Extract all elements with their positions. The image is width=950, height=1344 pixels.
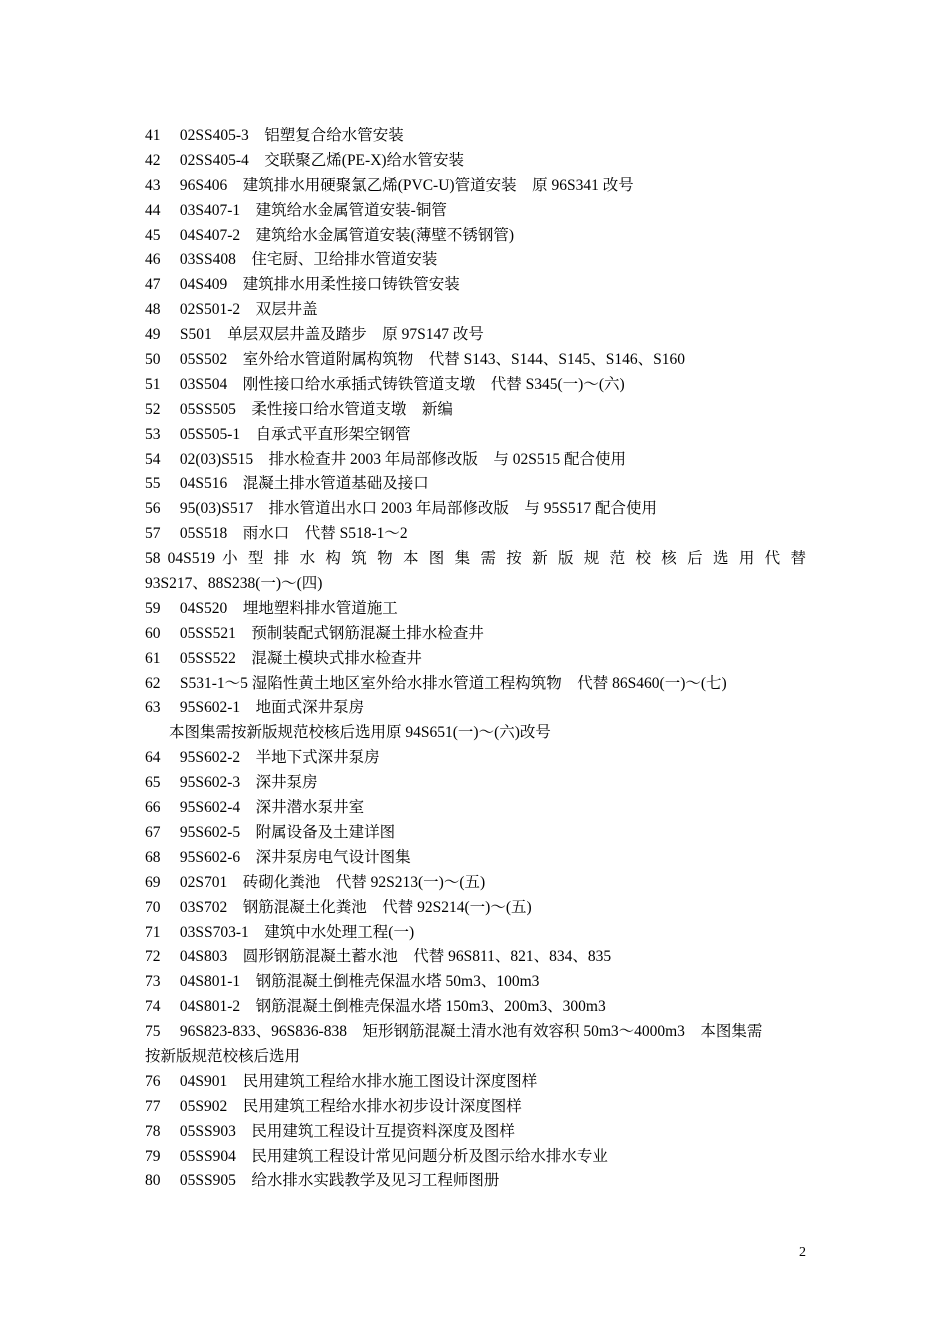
list-item: 55 04S516 混凝土排水管道基础及接口 [145, 475, 429, 493]
list-item: 41 02SS405-3 铝塑复合给水管安装 [145, 127, 404, 144]
list-item: 48 02S501-2 双层井盖 [145, 301, 318, 319]
list-item: 74 04S801-2 钢筋混凝土倒椎壳保温水塔 150m3、200m3、300m3 [145, 998, 606, 1016]
page-number: 2 [799, 1245, 806, 1260]
list-item: 57 05S518 雨水口 代替 S518-1～2 [145, 525, 408, 543]
list-item: 78 05SS903 民用建筑工程设计互提资料深度及图样 [145, 1122, 515, 1140]
list-item: 77 05S902 民用建筑工程给水排水初步设计深度图样 [145, 1097, 522, 1115]
list-item: 68 95S602-6 深井泵房电气设计图集 [145, 848, 411, 866]
list-item: 52 05SS505 柔性接口给水管道支墩 新编 [145, 400, 453, 418]
list-item: 80 05SS905 给水排水实践教学及见习工程师图册 [145, 1172, 500, 1190]
list-item: 70 03S702 钢筋混凝土化粪池 代替 92S214(一)～(五) [145, 898, 532, 916]
document-body [145, 124, 806, 1194]
list-item: 79 05SS904 民用建筑工程设计常见问题分析及图示给水排水专业 [145, 1147, 608, 1165]
list-item: 59 04S520 埋地塑料排水管道施工 [145, 599, 398, 617]
list-item: 43 96S406 建筑排水用硬聚氯乙烯(PVC-U)管道安装 原 96S341 改号 [145, 176, 634, 194]
list-item: 76 04S901 民用建筑工程给水排水施工图设计深度图样 [145, 1072, 538, 1090]
list-item: 64 95S602-2 半地下式深井泵房 [145, 749, 380, 767]
list-item: 50 05S502 室外给水管道附属构筑物 代替 S143、S144、S145、S146、S160 [145, 351, 685, 369]
list-item: 73 04S801-1 钢筋混凝土倒椎壳保温水塔 50m3、100m3 [145, 973, 540, 991]
list-item: 61 05SS522 混凝土模块式排水检查井 [145, 649, 422, 667]
list-item: 67 95S602-5 附属设备及土建详图 [145, 823, 396, 841]
list-item: 53 05S505-1 自承式平直形架空钢管 [145, 425, 411, 443]
list-item: 51 03S504 刚性接口给水承插式铸铁管道支墩 代替 S345(一)～(六) [145, 375, 625, 393]
list-item: 44 03S407-1 建筑给水金属管道安装-铜管 [145, 201, 447, 219]
list-item: 54 02(03)S515 排水检查井 2003 年局部修改版 与 02S515 配合使用 [145, 450, 626, 468]
list-item: 75 96S823-833、96S836-838 矩形钢筋混凝土清水池有效容积 50m3～4000m3 本图集需 [145, 1023, 763, 1041]
list-item: 46 03SS408 住宅厨、卫给排水管道安装 [145, 251, 438, 269]
list-item: 47 04S409 建筑排水用柔性接口铸铁管安装 [145, 276, 460, 294]
list-item: 56 95(03)S517 排水管道出水口 2003 年局部修改版 与 95S517 配合使用 [145, 500, 657, 518]
list-item-continuation: 93S217、88S238(一)～(四) [145, 575, 323, 593]
list-item: 58 04S519 小 型 排 水 构 筑 物 本 图 集 需 按 新 版 规 范 校 核 后 选 用 代 替 [145, 550, 806, 568]
list-item: 71 03SS703-1 建筑中水处理工程(一) [145, 923, 415, 941]
list-item-continuation: 按新版规范校核后选用 [145, 1047, 301, 1065]
list-item: 45 04S407-2 建筑给水金属管道安装(薄壁不锈钢管) [145, 226, 514, 244]
list-item: 49 S501 单层双层井盖及踏步 原 97S147 改号 [145, 326, 484, 344]
list-item: 72 04S803 圆形钢筋混凝土蓄水池 代替 96S811、821、834、835 [145, 948, 612, 966]
list-item: 65 95S602-3 深井泵房 [145, 774, 318, 792]
list-item-note: 本图集需按新版规范校核后选用原 94S651(一)～(六)改号 [169, 724, 551, 742]
list-item: 69 02S701 砖砌化粪池 代替 92S213(一)～(五) [145, 873, 486, 891]
list-item: 42 02SS405-4 交联聚乙烯(PE-X)给水管安装 [145, 151, 465, 169]
list-item: 63 95S602-1 地面式深井泵房 [145, 699, 365, 717]
list-item: 60 05SS521 预制装配式钢筋混凝土排水检查井 [145, 624, 484, 642]
list-item: 66 95S602-4 深井潜水泵井室 [145, 799, 365, 817]
list-item: 62 S531-1～5 湿陷性黄土地区室外给水排水管道工程构筑物 代替 86S460(一)～(七) [145, 674, 727, 692]
